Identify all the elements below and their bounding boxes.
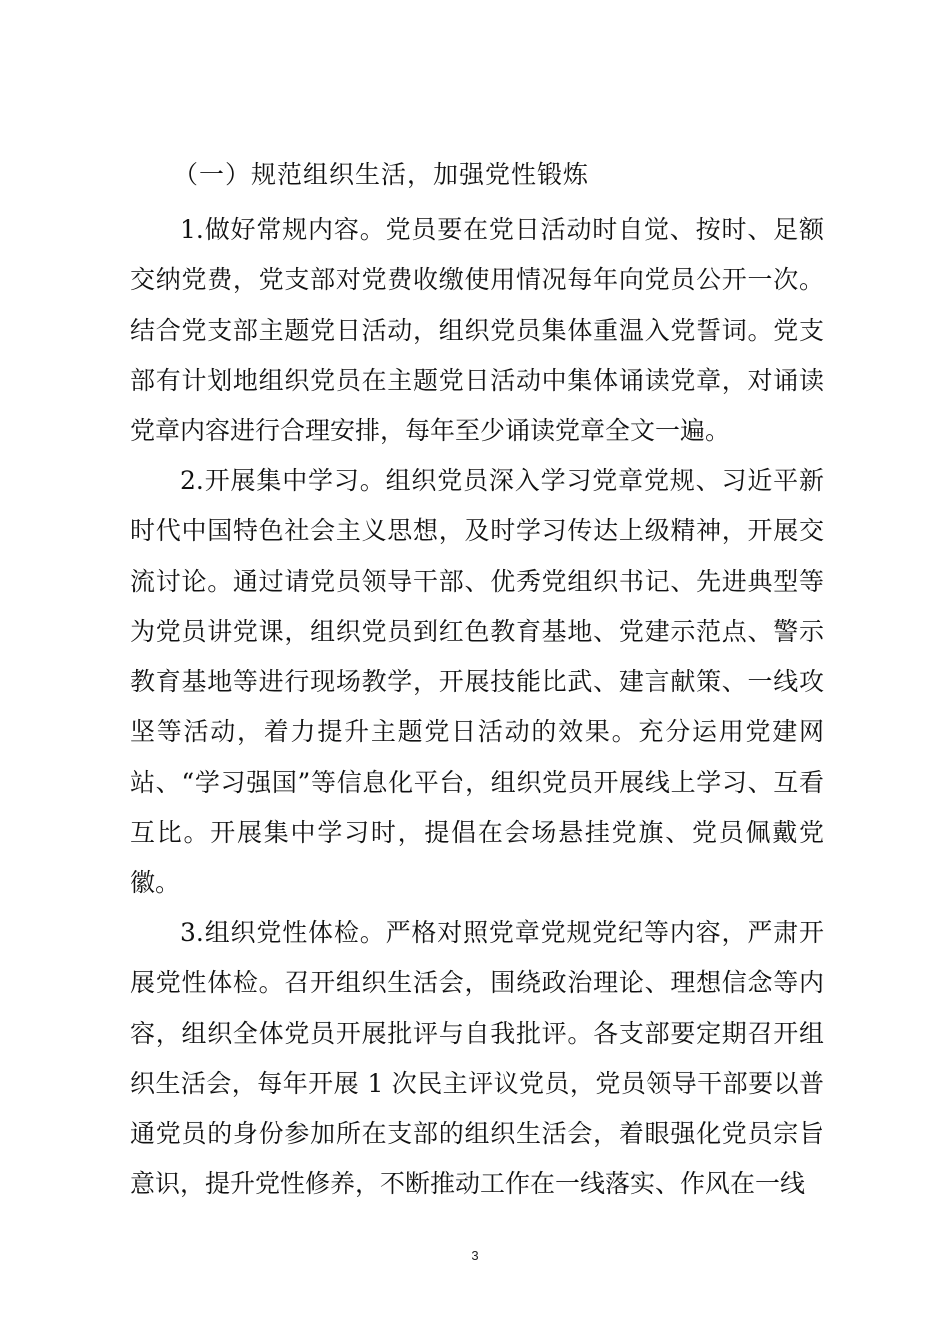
- page-number: 3: [471, 1248, 479, 1263]
- paragraph-party-spirit-check: 3.组织党性体检。严格对照党章党规党纪等内容，严肃开展党性体检。召开组织生活会，围绕政治理论、理想信念等内容，组织全体党员开展批评与自我批评。各支部要定期召开组织生活会，每年开展 1 次民主评议党员，党员领导干部要以普通党员的身份参加所在支部的组织生活会，着眼强化党员宗旨意识，提升党性修养，不断推动工作在一线落实、作风在一线: [130, 918, 824, 1199]
- paragraph-regular-content: 1.做好常规内容。党员要在党日活动时自觉、按时、足额交纳党费，党支部对党费收缴使用情况每年向党员公开一次。结合党支部主题党日活动，组织党员集体重温入党誓词。党支部有计划地组织党员在主题党日活动中集体诵读党章，对诵读党章内容进行合理安排，每年至少诵读党章全文一遍。: [130, 215, 824, 446]
- paragraph-centralized-study: 2.开展集中学习。组织党员深入学习党章党规、习近平新时代中国特色社会主义思想，及时学习传达上级精神，开展交流讨论。通过请党员领导干部、优秀党组织书记、先进典型等为党员讲党课，组织党员到红色教育基地、党建示范点、警示教育基地等进行现场教学，开展技能比武、建言献策、一线攻坚等活动，着力提升主题党日活动的效果。充分运用党建网站、“学习强国”等信息化平台，组织党员开展线上学习、互看互比。开展集中学习时，提倡在会场悬挂党旗、党员佩戴党徽。: [130, 466, 824, 898]
- section-heading: （一）规范组织生活，加强党性锻炼: [173, 160, 590, 189]
